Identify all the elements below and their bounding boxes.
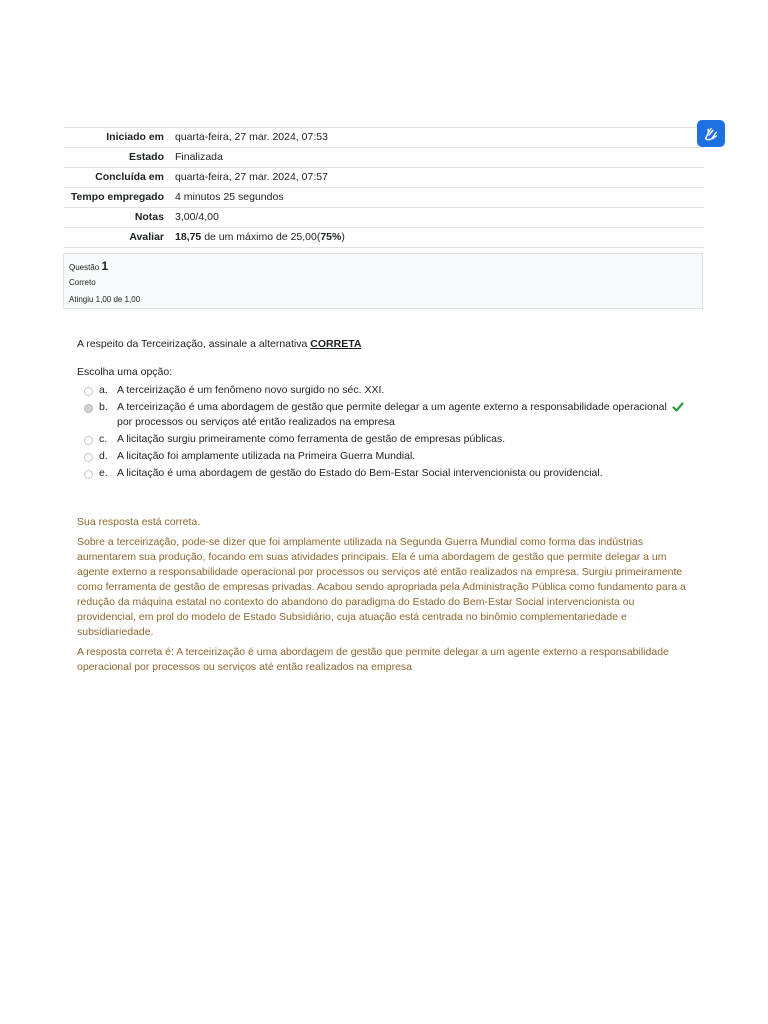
summary-value: 3,00/4,00	[170, 208, 704, 228]
summary-row-grade	[64, 228, 704, 248]
feedback-status: Sua resposta está correta.	[77, 516, 201, 528]
summary-row	[64, 128, 704, 148]
answer-letter: e.	[99, 467, 108, 479]
summary-row	[64, 208, 704, 228]
answer-text: A terceirização é uma abordagem de gestão que permite delegar a um agente externo a responsabilidade operacional por processos ou serviços até então realizados na empresa	[117, 401, 667, 428]
grade-max: de um máximo de 25,00(	[201, 231, 321, 243]
feedback-explanation: Sobre a terceirização, pode-se dizer que foi amplamente utilizada na Segunda Guerra Mundial como forma das indústrias aumentarem sua produção, focando em suas atividades principais. Ela é uma abordagem de gestão que permite delegar a um agente externo a responsabilidade operacional por processos ou serviços até então realizados na empresa. Surgiu primeiramente como ferramenta de gestão de empresas privadas. Acabou sendo apropriada pela Administração Pública como fundamento para a redução da máquina estatal no contexto do abandono do paradigma do Estado do Bem-Estar Social intervencionista ou providencial, em prol do modelo de Estado Subsidiário, cuja atuação está centrada no binômio complementariedade e subsidiariedade.	[77, 536, 686, 638]
answer-letter: d.	[99, 450, 108, 462]
answer-radio-selected[interactable]	[84, 404, 93, 413]
question-text	[77, 338, 361, 350]
summary-value: quarta-feira, 27 mar. 2024, 07:53	[170, 128, 704, 148]
answer-option-e[interactable]	[84, 466, 704, 481]
summary-label: Tempo empregado	[64, 188, 170, 208]
attempt-summary-table	[64, 127, 704, 248]
answer-option-a[interactable]	[84, 383, 704, 398]
feedback-right-answer: A resposta correta é: A terceirização é uma abordagem de gestão que permite delegar a um agente externo a responsabilidade operacional por processos ou serviços até então realizados na empresa	[77, 646, 669, 673]
feedback-panel	[77, 515, 689, 680]
question-info-box	[63, 253, 703, 309]
grade-percent: 75%	[320, 231, 342, 243]
answer-radio[interactable]	[84, 436, 93, 445]
question-grade: Atingiu 1,00 de 1,00	[69, 295, 141, 304]
answer-option-b[interactable]	[84, 400, 704, 430]
summary-row	[64, 148, 704, 168]
summary-label: Notas	[64, 208, 170, 228]
grade-score: 18,75	[175, 231, 202, 243]
check-icon	[672, 401, 684, 413]
question-prefix: Questão	[69, 263, 100, 272]
answer-letter: c.	[99, 433, 108, 445]
summary-label: Iniciado em	[64, 128, 170, 148]
summary-row	[64, 168, 704, 188]
question-number	[69, 259, 108, 273]
answer-option-d[interactable]	[84, 449, 704, 464]
answer-text: A licitação é uma abordagem de gestão do Estado do Bem-Estar Social intervencionista ou providencial.	[117, 467, 603, 479]
answer-text: A licitação foi amplamente utilizada na Primeira Guerra Mundial.	[117, 450, 416, 462]
answer-letter: a.	[99, 384, 108, 396]
answer-option-c[interactable]	[84, 432, 704, 447]
answer-radio[interactable]	[84, 387, 93, 396]
summary-label: Avaliar	[64, 228, 170, 248]
question-state: Correto	[69, 278, 96, 287]
answer-radio[interactable]	[84, 453, 93, 462]
answer-text: A licitação surgiu primeiramente como ferramenta de gestão de empresas públicas.	[117, 433, 506, 445]
summary-value: 4 minutos 25 segundos	[170, 188, 704, 208]
answer-prompt: Escolha uma opção:	[77, 366, 173, 378]
answer-letter: b.	[99, 401, 108, 413]
grade-close: )	[341, 231, 345, 243]
answer-list	[84, 383, 704, 483]
summary-grade-value	[170, 228, 704, 248]
summary-label: Concluída em	[64, 168, 170, 188]
accessibility-button[interactable]	[697, 120, 725, 147]
question-text-emphasis: CORRETA	[310, 338, 362, 350]
summary-value: Finalizada	[170, 148, 704, 168]
answer-radio[interactable]	[84, 470, 93, 479]
summary-row	[64, 188, 704, 208]
sign-language-icon	[702, 125, 720, 143]
summary-value: quarta-feira, 27 mar. 2024, 07:57	[170, 168, 704, 188]
question-number-value: 1	[101, 259, 109, 273]
answer-text: A terceirização é um fenômeno novo surgido no séc. XXI.	[117, 384, 385, 396]
question-text-main: A respeito da Terceirização, assinale a alternativa	[77, 338, 311, 350]
summary-label: Estado	[64, 148, 170, 168]
